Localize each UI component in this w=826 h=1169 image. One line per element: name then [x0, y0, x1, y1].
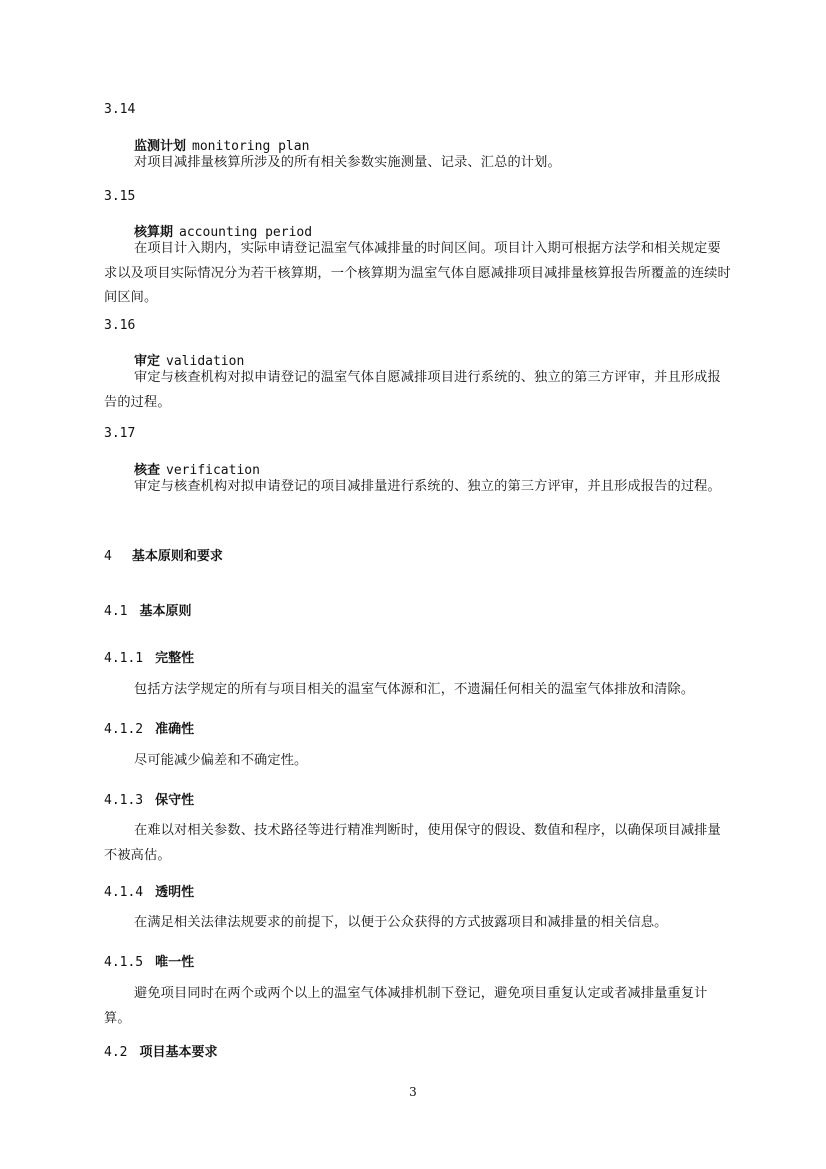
term-definition: 对项目减排量核算所涉及的所有相关参数实施测量、记录、汇总的计划。	[134, 155, 561, 170]
section-number: 4	[104, 549, 112, 564]
term-chinese: 核算期	[134, 225, 174, 240]
principle-heading	[104, 647, 194, 666]
principle-text: 在满足相关法律法规要求的前提下，以便于公众获得的方式披露项目和减排量的相关信息。	[134, 915, 668, 930]
term-english: verification	[166, 463, 260, 478]
clause-number: 3.16	[104, 318, 136, 333]
principle-title: 唯一性	[155, 955, 195, 970]
subsection-number: 4.1	[104, 604, 128, 619]
principle-text: 包括方法学规定的所有与项目相关的温室气体源和汇，不遗漏任何相关的温室气体排放和清除。	[134, 682, 695, 697]
principle-heading	[104, 881, 194, 900]
principle-title: 透明性	[155, 885, 195, 900]
principle-number: 4.1.2	[104, 722, 144, 737]
principle-number: 4.1.5	[104, 955, 144, 970]
term-definition: 在项目计入期内，实际申请登记温室气体减排量的时间区间。项目计入期可根据方法学和相关规定要求以及项目实际情况分为若干核算期，一个核算期为温室气体自愿减排项目减排量核算报告所覆盖的连续时间区间。	[104, 241, 731, 305]
term-english: accounting period	[179, 225, 313, 240]
section-heading	[104, 545, 223, 564]
principle-heading	[104, 951, 194, 970]
principle-number: 4.1.3	[104, 793, 144, 808]
subsection-number: 4.2	[104, 1045, 128, 1060]
term-english: validation	[166, 354, 245, 369]
term-chinese: 监测计划	[134, 139, 187, 154]
term-definition: 审定与核查机构对拟申请登记的温室气体自愿减排项目进行系统的、独立的第三方评审，并且形成报告的过程。	[104, 370, 721, 410]
principle-text: 在难以对相关参数、技术路径等进行精准判断时，使用保守的假设、数值和程序，以确保项目减排量不被高估。	[104, 823, 721, 863]
principle-title: 准确性	[155, 722, 195, 737]
section-title: 基本原则和要求	[131, 549, 223, 564]
subsection-title: 基本原则	[139, 604, 192, 619]
subsection-heading	[104, 600, 192, 619]
clause-number: 3.14	[104, 102, 136, 117]
subsection-heading	[104, 1041, 218, 1060]
term-english: monitoring plan	[192, 139, 310, 154]
principle-heading	[104, 718, 194, 737]
term-chinese: 审定	[134, 354, 161, 369]
page-number: 3	[409, 1085, 417, 1099]
subsection-title: 项目基本要求	[139, 1045, 218, 1060]
principle-title: 完整性	[155, 651, 195, 666]
clause-number: 3.17	[104, 426, 136, 441]
principle-heading	[104, 789, 194, 808]
principle-text: 尽可能减少偏差和不确定性。	[134, 753, 308, 768]
principle-number: 4.1.4	[104, 885, 144, 900]
principle-title: 保守性	[155, 793, 195, 808]
clause-number: 3.15	[104, 189, 136, 204]
term-definition: 审定与核查机构对拟申请登记的项目减排量进行系统的、独立的第三方评审，并且形成报告的过程。	[134, 479, 721, 494]
term-chinese: 核查	[134, 463, 161, 478]
principle-text: 避免项目同时在两个或两个以上的温室气体减排机制下登记，避免项目重复认定或者减排量重复计算。	[104, 986, 708, 1026]
principle-number: 4.1.1	[104, 651, 144, 666]
